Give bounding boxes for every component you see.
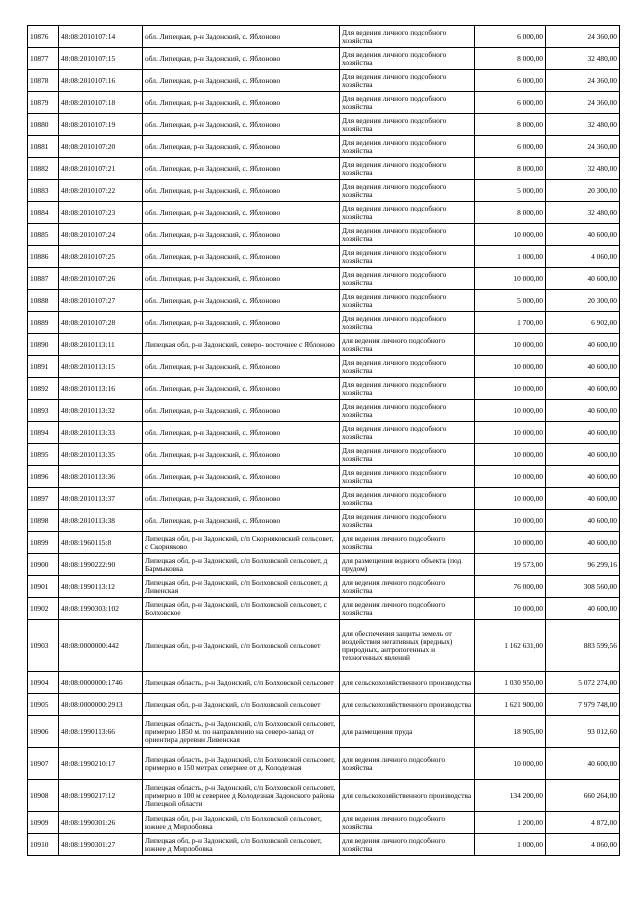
permitted-use-cell: Для ведения личного подсобного хозяйства xyxy=(340,444,475,466)
row-number-cell: 10879 xyxy=(28,92,59,114)
address-cell: обл. Липецкая, р-н Задонский, с. Яблоново xyxy=(143,312,340,334)
address-cell: обл. Липецкая, р-н Задонский, с. Яблоново xyxy=(143,444,340,466)
table-row xyxy=(28,246,620,268)
permitted-use-cell: Для ведения личного подсобного хозяйства xyxy=(340,158,475,180)
table-row xyxy=(28,716,620,748)
table-row xyxy=(28,488,620,510)
row-number-cell: 10909 xyxy=(28,812,59,834)
row-number-cell: 10905 xyxy=(28,694,59,716)
cadastral-number-cell: 48:08:2010107:22 xyxy=(59,180,143,202)
area-sqm-cell: 10 000,00 xyxy=(475,268,546,290)
cadastral-value-cell: 40 600,00 xyxy=(546,598,620,620)
table-row xyxy=(28,70,620,92)
address-cell: обл. Липецкая, р-н Задонский, с. Яблоново xyxy=(143,290,340,312)
permitted-use-cell: для ведения личного подсобного хозяйства xyxy=(340,812,475,834)
address-cell: Липецкая обл, р-н Задонский, с/п Болховской сельсовет, д Ливенская xyxy=(143,576,340,598)
cadastral-number-cell: 48:08:2010107:15 xyxy=(59,48,143,70)
area-sqm-cell: 10 000,00 xyxy=(475,466,546,488)
row-number-cell: 10897 xyxy=(28,488,59,510)
area-sqm-cell: 1 030 950,00 xyxy=(475,672,546,694)
area-sqm-cell: 6 000,00 xyxy=(475,26,546,48)
table-row xyxy=(28,268,620,290)
permitted-use-cell: для обеспечения защиты земель от воздействия негативных (вредных) природных, антропогенных и техногенных явлений xyxy=(340,620,475,672)
address-cell: обл. Липецкая, р-н Задонский, с. Яблоново xyxy=(143,158,340,180)
row-number-cell: 10902 xyxy=(28,598,59,620)
cadastral-number-cell: 48:08:2010113:38 xyxy=(59,510,143,532)
area-sqm-cell: 6 000,00 xyxy=(475,70,546,92)
cadastral-number-cell: 48:08:1990113:12 xyxy=(59,576,143,598)
address-cell: обл. Липецкая, р-н Задонский, с. Яблоново xyxy=(143,510,340,532)
area-sqm-cell: 10 000,00 xyxy=(475,378,546,400)
cadastral-value-cell: 660 264,00 xyxy=(546,780,620,812)
row-number-cell: 10899 xyxy=(28,532,59,554)
table-row xyxy=(28,466,620,488)
address-cell: обл. Липецкая, р-н Задонский, с. Яблоново xyxy=(143,114,340,136)
cadastral-value-cell: 4 060,00 xyxy=(546,834,620,856)
land-parcels-table xyxy=(27,25,620,856)
row-number-cell: 10896 xyxy=(28,466,59,488)
table-row xyxy=(28,554,620,576)
row-number-cell: 10903 xyxy=(28,620,59,672)
area-sqm-cell: 5 000,00 xyxy=(475,180,546,202)
cadastral-value-cell: 24 360,00 xyxy=(546,26,620,48)
table-row xyxy=(28,780,620,812)
permitted-use-cell: для размещения пруда xyxy=(340,716,475,748)
cadastral-value-cell: 40 600,00 xyxy=(546,532,620,554)
cadastral-number-cell: 48:08:1990301:27 xyxy=(59,834,143,856)
table-row xyxy=(28,812,620,834)
address-cell: обл. Липецкая, р-н Задонский, с. Яблоново xyxy=(143,48,340,70)
cadastral-number-cell: 48:08:2010107:27 xyxy=(59,290,143,312)
row-number-cell: 10898 xyxy=(28,510,59,532)
area-sqm-cell: 10 000,00 xyxy=(475,598,546,620)
cadastral-number-cell: 48:08:2010113:16 xyxy=(59,378,143,400)
cadastral-number-cell: 48:08:1990301:26 xyxy=(59,812,143,834)
area-sqm-cell: 10 000,00 xyxy=(475,532,546,554)
table-row xyxy=(28,180,620,202)
table-row xyxy=(28,356,620,378)
row-number-cell: 10908 xyxy=(28,780,59,812)
cadastral-value-cell: 40 600,00 xyxy=(546,224,620,246)
permitted-use-cell: Для ведения личного подсобного хозяйства xyxy=(340,290,475,312)
address-cell: обл. Липецкая, р-н Задонский, с. Яблоново xyxy=(143,26,340,48)
permitted-use-cell: Для ведения личного подсобного хозяйства xyxy=(340,26,475,48)
area-sqm-cell: 1 162 631,00 xyxy=(475,620,546,672)
address-cell: обл. Липецкая, р-н Задонский, с. Яблоново xyxy=(143,70,340,92)
table-row xyxy=(28,400,620,422)
cadastral-value-cell: 96 299,16 xyxy=(546,554,620,576)
cadastral-value-cell: 24 360,00 xyxy=(546,136,620,158)
cadastral-number-cell: 48:08:1990210:17 xyxy=(59,748,143,780)
cadastral-value-cell: 883 599,56 xyxy=(546,620,620,672)
permitted-use-cell: Для ведения личного подсобного хозяйства xyxy=(340,268,475,290)
area-sqm-cell: 18 905,00 xyxy=(475,716,546,748)
row-number-cell: 10878 xyxy=(28,70,59,92)
address-cell: обл. Липецкая, р-н Задонский, с. Яблоново xyxy=(143,246,340,268)
address-cell: Липецкая область, р-н Задонский, с/п Болховской сельсовет, примерно в 150 метрах севернее от д. Колодезная xyxy=(143,748,340,780)
row-number-cell: 10890 xyxy=(28,334,59,356)
permitted-use-cell: для ведения личного подсобного хозяйства xyxy=(340,598,475,620)
cadastral-value-cell: 32 480,00 xyxy=(546,158,620,180)
row-number-cell: 10901 xyxy=(28,576,59,598)
area-sqm-cell: 5 000,00 xyxy=(475,290,546,312)
row-number-cell: 10883 xyxy=(28,180,59,202)
cadastral-number-cell: 48:08:2010107:21 xyxy=(59,158,143,180)
area-sqm-cell: 8 000,00 xyxy=(475,114,546,136)
address-cell: Липецкая обл, р-н Задонский, с/п Болховской сельсовет, южнее д Мирлобовка xyxy=(143,812,340,834)
permitted-use-cell: для ведения личного подсобного хозяйства xyxy=(340,834,475,856)
cadastral-number-cell: 48:08:2010107:28 xyxy=(59,312,143,334)
area-sqm-cell: 1 621 900,00 xyxy=(475,694,546,716)
row-number-cell: 10894 xyxy=(28,422,59,444)
area-sqm-cell: 8 000,00 xyxy=(475,158,546,180)
address-cell: обл. Липецкая, р-н Задонский, с. Яблоново xyxy=(143,356,340,378)
table-row xyxy=(28,26,620,48)
table-row xyxy=(28,334,620,356)
permitted-use-cell: Для ведения личного подсобного хозяйства xyxy=(340,488,475,510)
permitted-use-cell: для размещения водного объекта (под прудом) xyxy=(340,554,475,576)
permitted-use-cell: Для ведения личного подсобного хозяйства xyxy=(340,378,475,400)
row-number-cell: 10895 xyxy=(28,444,59,466)
address-cell: Липецкая область, р-н Задонский, с/п Болховской сельсовет, примерно 1850 м. по направлению на северо-запад от ориентира деревни Ливенская xyxy=(143,716,340,748)
cadastral-number-cell: 48:08:2010113:36 xyxy=(59,466,143,488)
permitted-use-cell: Для ведения личного подсобного хозяйства xyxy=(340,70,475,92)
row-number-cell: 10886 xyxy=(28,246,59,268)
cadastral-value-cell: 4 060,00 xyxy=(546,246,620,268)
table-row xyxy=(28,694,620,716)
cadastral-value-cell: 40 600,00 xyxy=(546,748,620,780)
cadastral-value-cell: 40 600,00 xyxy=(546,444,620,466)
cadastral-number-cell: 48:08:2010113:35 xyxy=(59,444,143,466)
row-number-cell: 10887 xyxy=(28,268,59,290)
cadastral-value-cell: 32 480,00 xyxy=(546,202,620,224)
area-sqm-cell: 10 000,00 xyxy=(475,488,546,510)
permitted-use-cell: Для ведения личного подсобного хозяйства xyxy=(340,510,475,532)
cadastral-number-cell: 48:08:1990217:12 xyxy=(59,780,143,812)
cadastral-value-cell: 40 600,00 xyxy=(546,400,620,422)
row-number-cell: 10906 xyxy=(28,716,59,748)
table-row xyxy=(28,422,620,444)
row-number-cell: 10907 xyxy=(28,748,59,780)
row-number-cell: 10892 xyxy=(28,378,59,400)
cadastral-value-cell: 40 600,00 xyxy=(546,488,620,510)
address-cell: обл. Липецкая, р-н Задонский, с. Яблоново xyxy=(143,92,340,114)
table-row xyxy=(28,510,620,532)
cadastral-number-cell: 48:08:2010107:24 xyxy=(59,224,143,246)
cadastral-value-cell: 40 600,00 xyxy=(546,422,620,444)
permitted-use-cell: для ведения личного подсобного хозяйства xyxy=(340,748,475,780)
area-sqm-cell: 6 000,00 xyxy=(475,92,546,114)
cadastral-number-cell: 48:08:1990113:66 xyxy=(59,716,143,748)
permitted-use-cell: Для ведения личного подсобного хозяйства xyxy=(340,466,475,488)
address-cell: обл. Липецкая, р-н Задонский, с. Яблоново xyxy=(143,422,340,444)
address-cell: обл. Липецкая, р-н Задонский, с. Яблоново xyxy=(143,268,340,290)
table-row xyxy=(28,202,620,224)
cadastral-number-cell: 48:08:1960115:8 xyxy=(59,532,143,554)
cadastral-value-cell: 93 012,60 xyxy=(546,716,620,748)
row-number-cell: 10877 xyxy=(28,48,59,70)
address-cell: Липецкая обл, р-н Задонский, с/п Болховской сельсовет, с Болховское xyxy=(143,598,340,620)
table-row xyxy=(28,748,620,780)
cadastral-value-cell: 40 600,00 xyxy=(546,356,620,378)
area-sqm-cell: 19 573,00 xyxy=(475,554,546,576)
address-cell: обл. Липецкая, р-н Задонский, с. Яблоново xyxy=(143,224,340,246)
cadastral-value-cell: 24 360,00 xyxy=(546,92,620,114)
table-row xyxy=(28,290,620,312)
cadastral-number-cell: 48:08:2010113:11 xyxy=(59,334,143,356)
permitted-use-cell: Для ведения личного подсобного хозяйства xyxy=(340,202,475,224)
address-cell: обл. Липецкая, р-н Задонский, с. Яблоново xyxy=(143,378,340,400)
table-row xyxy=(28,158,620,180)
cadastral-value-cell: 4 872,00 xyxy=(546,812,620,834)
table-row xyxy=(28,378,620,400)
address-cell: Липецкая обл, р-н Задонский, с/п Болховской сельсовет xyxy=(143,694,340,716)
cadastral-number-cell: 48:08:2010107:16 xyxy=(59,70,143,92)
area-sqm-cell: 1 200,00 xyxy=(475,812,546,834)
area-sqm-cell: 1 000,00 xyxy=(475,834,546,856)
cadastral-value-cell: 5 072 274,00 xyxy=(546,672,620,694)
cadastral-value-cell: 40 600,00 xyxy=(546,378,620,400)
cadastral-number-cell: 48:08:1990222:90 xyxy=(59,554,143,576)
row-number-cell: 10888 xyxy=(28,290,59,312)
table-row xyxy=(28,224,620,246)
cadastral-number-cell: 48:08:2010113:32 xyxy=(59,400,143,422)
address-cell: Липецкая обл, р-н Задонский, с/п Болховской сельсовет, южнее д Мирлобовка xyxy=(143,834,340,856)
cadastral-number-cell: 48:08:2010107:23 xyxy=(59,202,143,224)
area-sqm-cell: 1 000,00 xyxy=(475,246,546,268)
table-row xyxy=(28,48,620,70)
permitted-use-cell: для ведения личного подсобного хозяйства xyxy=(340,576,475,598)
permitted-use-cell: Для ведения личного подсобного хозяйства xyxy=(340,246,475,268)
address-cell: обл. Липецкая, р-н Задонский, с. Яблоново xyxy=(143,202,340,224)
address-cell: обл. Липецкая, р-н Задонский, с. Яблоново xyxy=(143,180,340,202)
cadastral-value-cell: 40 600,00 xyxy=(546,268,620,290)
cadastral-number-cell: 48:08:2010107:26 xyxy=(59,268,143,290)
permitted-use-cell: Для ведения личного подсобного хозяйства xyxy=(340,312,475,334)
table-body xyxy=(28,26,620,856)
address-cell: обл. Липецкая, р-н Задонский, с. Яблоново xyxy=(143,136,340,158)
permitted-use-cell: Для ведения личного подсобного хозяйства xyxy=(340,114,475,136)
table-row xyxy=(28,136,620,158)
table-row xyxy=(28,114,620,136)
address-cell: Липецкая обл, р-н Задонский, с/п Болховской сельсовет, д Бармыковка xyxy=(143,554,340,576)
area-sqm-cell: 8 000,00 xyxy=(475,48,546,70)
cadastral-number-cell: 48:08:0000000:2913 xyxy=(59,694,143,716)
cadastral-value-cell: 6 902,00 xyxy=(546,312,620,334)
address-cell: Липецкая область, р-н Задонский, с/п Болховской сельсовет, примерно в 100 м севернее д Колодезная Задонского района Липецкой области xyxy=(143,780,340,812)
permitted-use-cell: Для ведения личного подсобного хозяйства xyxy=(340,400,475,422)
table-row xyxy=(28,532,620,554)
table-row xyxy=(28,620,620,672)
area-sqm-cell: 10 000,00 xyxy=(475,400,546,422)
area-sqm-cell: 134 200,00 xyxy=(475,780,546,812)
area-sqm-cell: 10 000,00 xyxy=(475,356,546,378)
permitted-use-cell: Для ведения личного подсобного хозяйства xyxy=(340,92,475,114)
row-number-cell: 10881 xyxy=(28,136,59,158)
cadastral-value-cell: 32 480,00 xyxy=(546,114,620,136)
row-number-cell: 10885 xyxy=(28,224,59,246)
cadastral-number-cell: 48:08:2010107:18 xyxy=(59,92,143,114)
table-row xyxy=(28,598,620,620)
cadastral-value-cell: 308 560,00 xyxy=(546,576,620,598)
area-sqm-cell: 10 000,00 xyxy=(475,422,546,444)
cadastral-number-cell: 48:08:2010107:25 xyxy=(59,246,143,268)
address-cell: Липецкая обл, р-н Задонский, с/п Скорняковский сельсовет, с Скорняково xyxy=(143,532,340,554)
row-number-cell: 10900 xyxy=(28,554,59,576)
cadastral-value-cell: 7 979 748,00 xyxy=(546,694,620,716)
address-cell: обл. Липецкая, р-н Задонский, с. Яблоново xyxy=(143,400,340,422)
cadastral-value-cell: 32 480,00 xyxy=(546,48,620,70)
area-sqm-cell: 10 000,00 xyxy=(475,444,546,466)
table-row xyxy=(28,92,620,114)
area-sqm-cell: 10 000,00 xyxy=(475,510,546,532)
cadastral-number-cell: 48:08:0000000:442 xyxy=(59,620,143,672)
address-cell: Липецкая область, р-н Задонский, с/п Болховской сельсовет xyxy=(143,672,340,694)
permitted-use-cell: для ведения личного подсобного хозяйства xyxy=(340,532,475,554)
cadastral-value-cell: 40 600,00 xyxy=(546,334,620,356)
row-number-cell: 10882 xyxy=(28,158,59,180)
cadastral-number-cell: 48:08:2010107:20 xyxy=(59,136,143,158)
cadastral-value-cell: 20 300,00 xyxy=(546,180,620,202)
table-row xyxy=(28,312,620,334)
area-sqm-cell: 6 000,00 xyxy=(475,136,546,158)
cadastral-value-cell: 20 300,00 xyxy=(546,290,620,312)
table-row xyxy=(28,834,620,856)
permitted-use-cell: Для ведения личного подсобного хозяйства xyxy=(340,48,475,70)
row-number-cell: 10891 xyxy=(28,356,59,378)
permitted-use-cell: Для ведения личного подсобного хозяйства xyxy=(340,180,475,202)
cadastral-value-cell: 40 600,00 xyxy=(546,466,620,488)
row-number-cell: 10893 xyxy=(28,400,59,422)
permitted-use-cell: для сельскохозяйственного производства xyxy=(340,694,475,716)
table-row xyxy=(28,576,620,598)
permitted-use-cell: Для ведения личного подсобного хозяйства xyxy=(340,356,475,378)
table-row xyxy=(28,444,620,466)
cadastral-number-cell: 48:08:2010107:19 xyxy=(59,114,143,136)
area-sqm-cell: 10 000,00 xyxy=(475,748,546,780)
row-number-cell: 10876 xyxy=(28,26,59,48)
cadastral-number-cell: 48:08:2010107:14 xyxy=(59,26,143,48)
area-sqm-cell: 10 000,00 xyxy=(475,334,546,356)
row-number-cell: 10910 xyxy=(28,834,59,856)
area-sqm-cell: 1 700,00 xyxy=(475,312,546,334)
cadastral-value-cell: 24 360,00 xyxy=(546,70,620,92)
cadastral-number-cell: 48:08:1990303:102 xyxy=(59,598,143,620)
permitted-use-cell: для сельскохозяйственного производства xyxy=(340,780,475,812)
permitted-use-cell: Для ведения личного подсобного хозяйства xyxy=(340,224,475,246)
cadastral-number-cell: 48:08:2010113:37 xyxy=(59,488,143,510)
address-cell: Липецкая обл, р-н Задонский, северо- восточнее с Яблоново xyxy=(143,334,340,356)
permitted-use-cell: Для ведения личного подсобного хозяйства xyxy=(340,422,475,444)
cadastral-number-cell: 48:08:2010113:33 xyxy=(59,422,143,444)
area-sqm-cell: 76 000,00 xyxy=(475,576,546,598)
permitted-use-cell: для ведения личного подсобного хозяйства xyxy=(340,334,475,356)
row-number-cell: 10904 xyxy=(28,672,59,694)
area-sqm-cell: 8 000,00 xyxy=(475,202,546,224)
address-cell: обл. Липецкая, р-н Задонский, с. Яблоново xyxy=(143,488,340,510)
row-number-cell: 10884 xyxy=(28,202,59,224)
address-cell: обл. Липецкая, р-н Задонский, с. Яблоново xyxy=(143,466,340,488)
table-row xyxy=(28,672,620,694)
permitted-use-cell: Для ведения личного подсобного хозяйства xyxy=(340,136,475,158)
permitted-use-cell: для сельскохозяйственного производства xyxy=(340,672,475,694)
cadastral-number-cell: 48:08:0000000:1746 xyxy=(59,672,143,694)
row-number-cell: 10889 xyxy=(28,312,59,334)
cadastral-value-cell: 40 600,00 xyxy=(546,510,620,532)
area-sqm-cell: 10 000,00 xyxy=(475,224,546,246)
cadastral-number-cell: 48:08:2010113:15 xyxy=(59,356,143,378)
row-number-cell: 10880 xyxy=(28,114,59,136)
address-cell: Липецкая обл, р-н Задонский, с/п Болховской сельсовет xyxy=(143,620,340,672)
